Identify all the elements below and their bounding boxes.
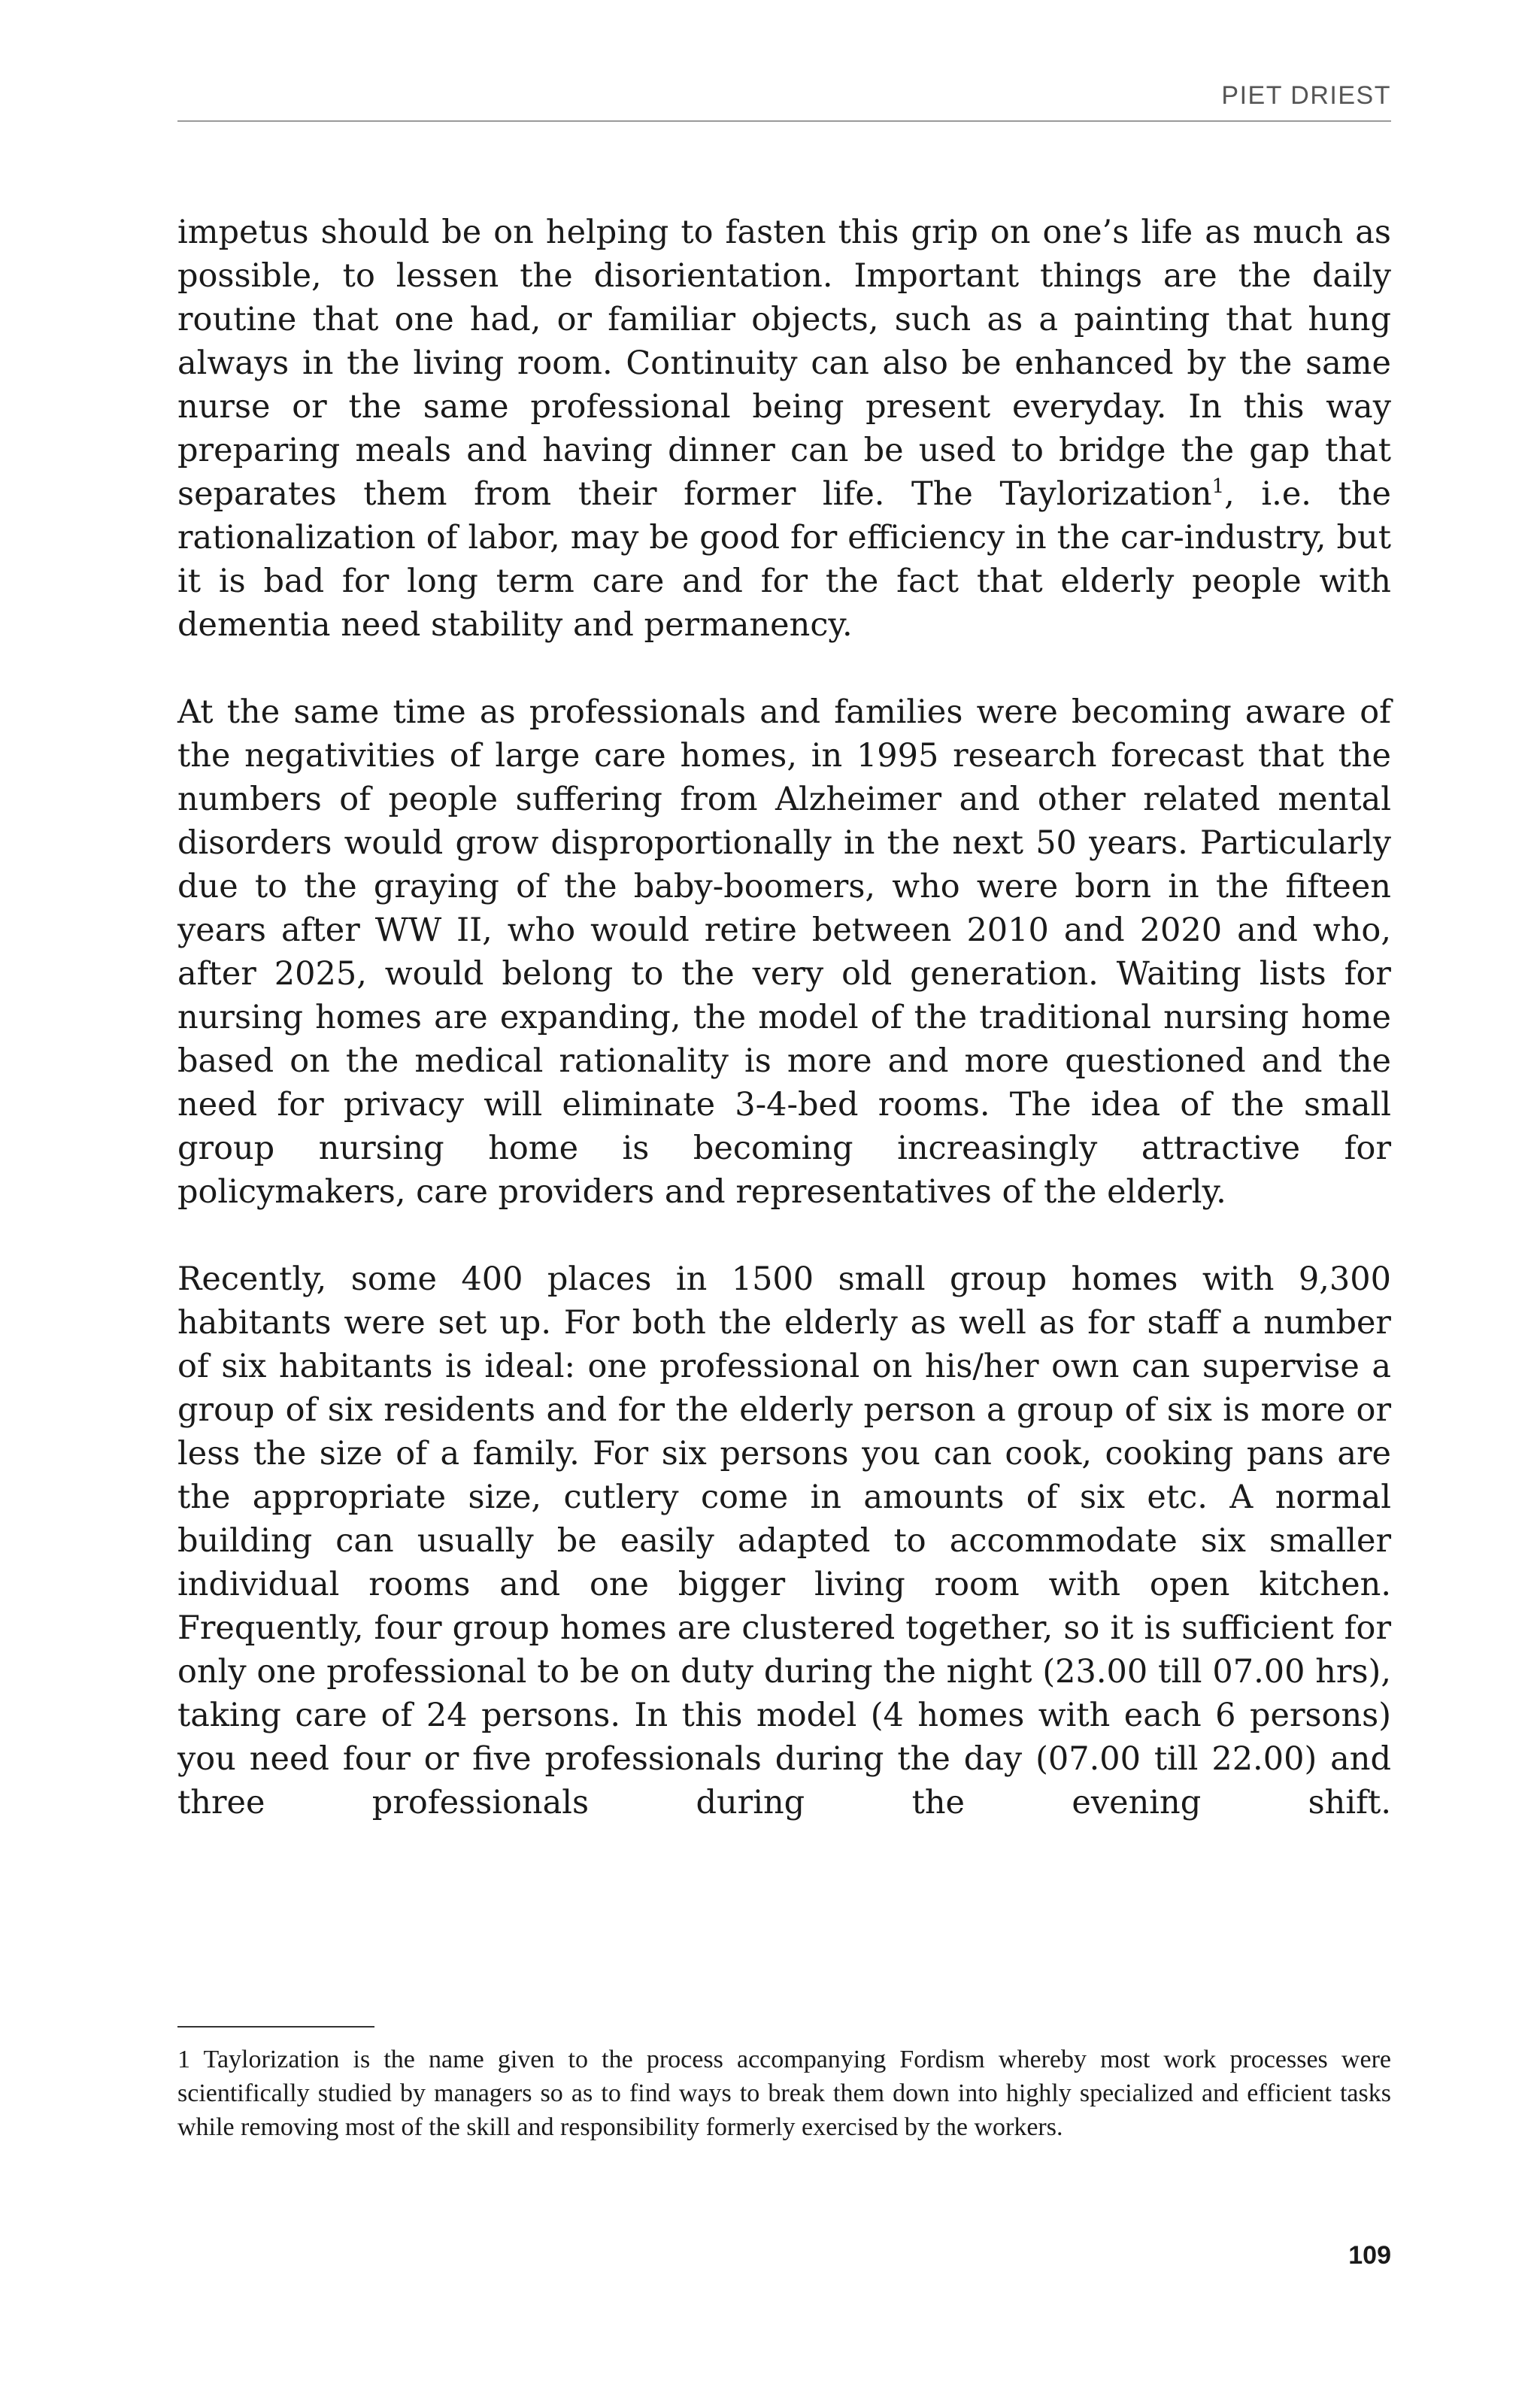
footnote-rule — [177, 2026, 374, 2028]
footnote — [177, 2043, 1391, 2144]
body-text — [177, 211, 1391, 1868]
footnote-ref-1[interactable]: 1 — [1211, 475, 1225, 498]
footnote-1-text: 1 Taylorization is the name given to the process accompanying Fordism whereby most work processes were scientifically studied by managers so as to find ways to break them down into highly specialized and efficient tasks while removing most of the skill and responsibility formerly exercised by the workers. — [177, 2046, 1391, 2141]
running-head: PIET DRIEST — [1221, 81, 1391, 110]
paragraph-3: Recently, some 400 places in 1500 small group homes with 9,300 habitants were set up. For both the elderly as well as for staff a number of six habitants is ideal: one professional on his/her own can supervise a group of six residents and for the elderly person a group of six is more or less the size of a family. For six persons you can cook, cooking pans are the appropriate size, cutlery come in amounts of six etc. A normal building can usually be easily adapted to accommodate six smaller individual rooms and one bigger living room with open kitchen. Frequently, four group homes are clustered together, so it is sufficient for only one professional to be on duty during the night (23.00 till 07.00 hrs), taking care of 24 persons. In this model (4 homes with each 6 persons) you need four or five professionals during the day (07.00 till 22.00) and three professionals during the evening shift. — [177, 1260, 1391, 1821]
paragraph-2: At the same time as professionals and families were becoming aware of the negativities of large care homes, in 1995 research forecast that the numbers of people suffering from Alzheimer and other related mental disorders would grow disproportionally in the next 50 years. Particularly due to the graying of the baby-boomers, who were born in the fifteen years after WW II, who would retire between 2010 and 2020 and who, after 2025, would belong to the very old generation. Waiting lists for nursing homes are expanding, the model of the traditional nursing home based on the medical rationality is more and more questioned and the need for privacy will eliminate 3-4-bed rooms. The idea of the small group nursing home is becoming increasingly attractive for policymakers, care providers and representatives of the elderly. — [177, 693, 1391, 1211]
page-number: 109 — [1348, 2241, 1391, 2270]
paragraph-1-text-b: , i.e. the rationalization of labor, may be good for efficiency in the car-industry, but it is bad for long term care and for the fact that elderly people with dementia need stability and permanency. — [177, 475, 1392, 644]
header-rule — [177, 120, 1391, 122]
paragraph-1-text-a: impetus should be on helping to fasten this grip on one’s life as much as possible, to lessen the disorientation. Important things are the daily routine that one had, or familiar objects, such as a painting that hung always in the living room. Continuity can also be enhanced by the same nurse or the same professional being present everyday. In this way preparing meals and having dinner can be used to bridge the gap that separates them from their former life. The Taylorization — [177, 214, 1391, 513]
paragraph-1 — [177, 211, 1391, 647]
